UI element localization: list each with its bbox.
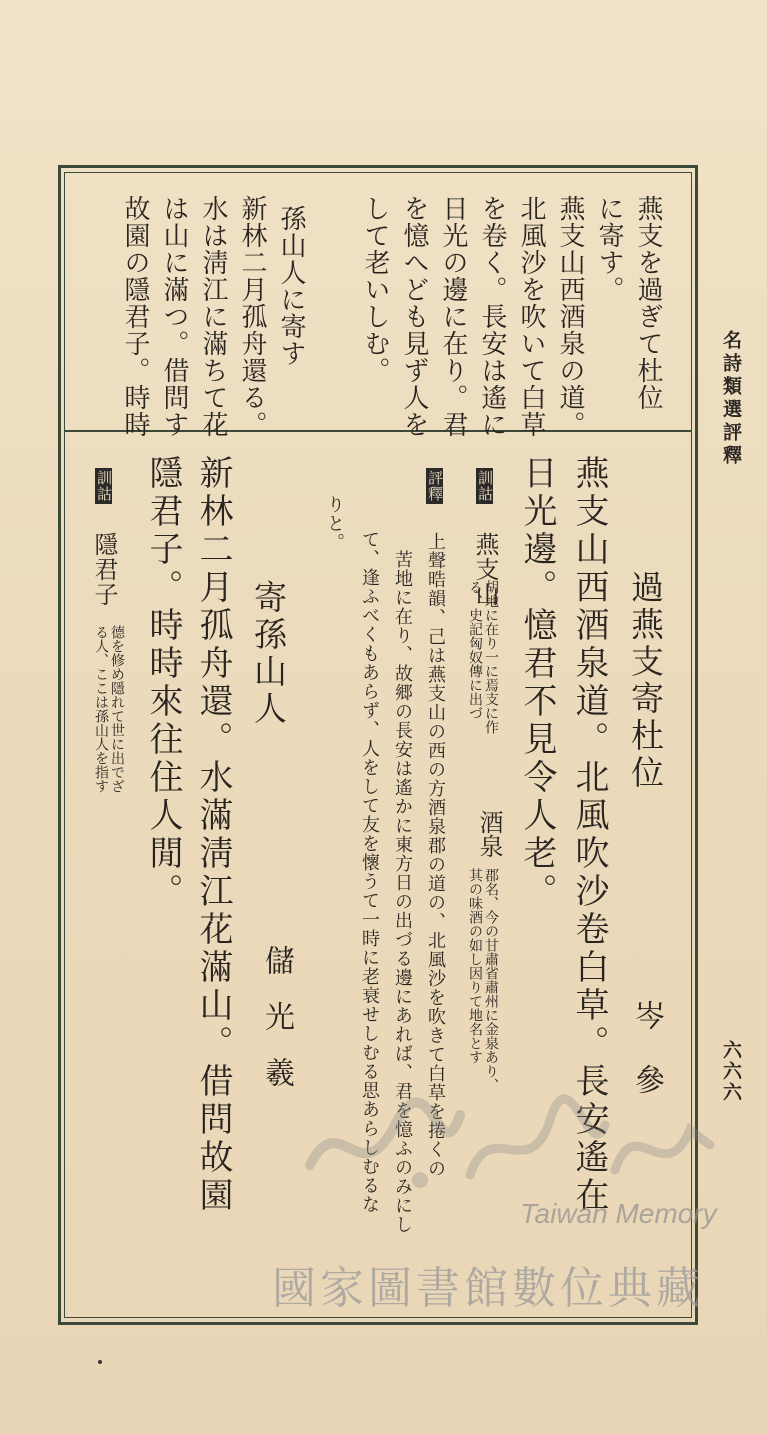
gloss-note: る人、ここは孫山人を指す [93, 625, 109, 793]
poem-line: 隱君子。時時來往住人閒。 [143, 455, 183, 911]
translation-line: 孫山人に寄す [276, 205, 306, 367]
translation-line: 故園の隱君子。時時 [120, 195, 150, 438]
commentary-line: 上聲晧韻、己は燕支山の西の方酒泉郡の道の、北風沙を吹きて白草を捲くの [425, 532, 446, 1178]
gloss-note: 郡名、今の甘肅省肅州に金泉あり、 [483, 868, 499, 1092]
gloss-term: 燕支山 [471, 532, 499, 607]
commentary-line: て、逢ふべくもあらず、人をして友を懷うて一時に老衰せしむる思あらしむるな [359, 530, 380, 1214]
gloss-note: 德を修め隱れて世に出でざ [109, 625, 125, 793]
gloss-note: る、史記匈奴傳に出づ [467, 580, 483, 720]
gloss-tag: 訓詁 [95, 470, 113, 502]
taiwan-memory-logo-icon [300, 1085, 720, 1205]
translation-line: 日光の邊に在り。君 [438, 195, 468, 438]
page-number: 六六六 [720, 1040, 742, 1103]
gloss-term: 隱君子 [90, 532, 118, 607]
gloss-note: 胡地に在り一に焉支に作 [483, 580, 499, 734]
translation-line: 燕支を過ぎて杜位 [633, 195, 663, 411]
translation-line: を卷く。長安は遙に [477, 195, 507, 438]
translation-line: して老いしむ。 [360, 195, 390, 384]
gloss-term: 酒泉 [475, 810, 503, 858]
gloss-note: 其の味酒の如し因りて地名とす [467, 868, 483, 1064]
watermark-text: 國家圖書館數位典藏 [272, 1263, 704, 1314]
translation-line: を憶へども見ず人を [399, 195, 429, 438]
ink-dot [98, 1360, 102, 1364]
gloss-tag: 訓詁 [476, 470, 494, 502]
commentary-tag: 評釋 [426, 470, 444, 502]
gloss-column [92, 468, 116, 607]
poem-line: 新林二月孤舟還。水滿淸江花滿山。借問故園 [193, 455, 233, 1215]
translation-line: 燕支山西酒泉の道。 [555, 195, 585, 438]
translation-line: 北風沙を吹いて白草 [516, 195, 546, 438]
running-title: 名詩類選評釋 [720, 330, 742, 468]
poem-title: 過燕支寄杜位 [626, 570, 665, 792]
poem-line: 燕支山西酒泉道。北風吹沙卷白草。長安遙在 [569, 455, 609, 1215]
watermark-english: Taiwan Memory [520, 1198, 717, 1229]
translation-line: 水は淸江に滿ちて花 [198, 195, 228, 438]
translation-line: は山に滿つ。借問す [159, 195, 189, 438]
commentary-column [426, 468, 444, 1178]
translation-line: 新林二月孤舟還る。 [237, 195, 267, 438]
commentary-line: 苦地に在り、故郷の長安は遙かに東方日の出づる邊にあれば、君を憶ふのみにし [392, 550, 413, 1234]
translation-line: に寄す。 [594, 195, 624, 303]
poem-title: 寄孫山人 [249, 580, 288, 728]
poem-line: 日光邊。憶君不見令人老。 [517, 455, 557, 911]
commentary-line: りと。 [324, 495, 345, 552]
poem-author: 岑參 [629, 1000, 664, 1128]
poem-author: 儲光羲 [259, 945, 294, 1113]
